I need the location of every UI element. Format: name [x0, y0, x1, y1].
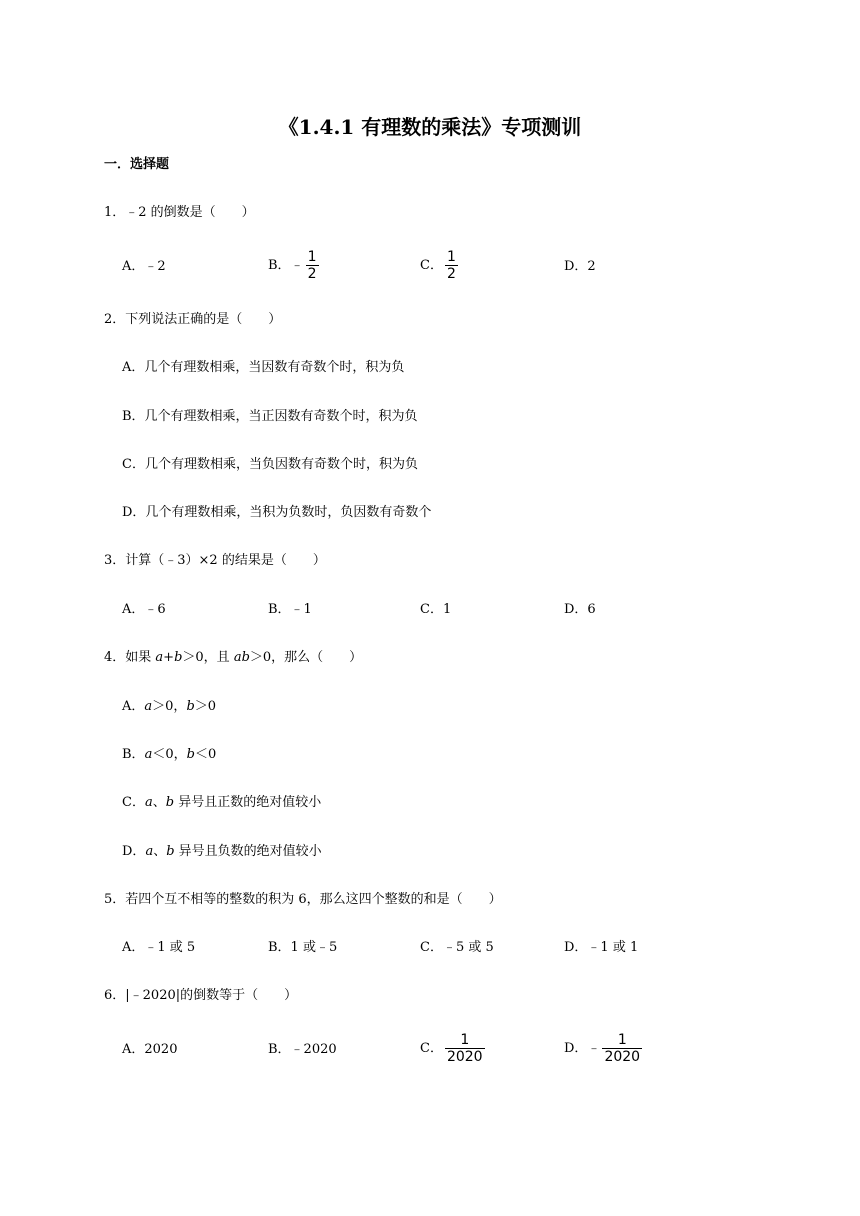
section-heading: 一．选择题	[104, 157, 170, 172]
option-label: C．	[122, 795, 145, 810]
option-text: ＜0	[194, 747, 217, 762]
option-text: 异号且正数的绝对值较小	[174, 795, 322, 810]
fraction-numerator: 1	[446, 249, 456, 265]
option-label: B．	[122, 747, 145, 762]
question-1-stem: 1．﹣2 的倒数是（ ）	[104, 205, 255, 220]
option-text: ＜0，	[152, 747, 187, 762]
q6-option-a: A．2020	[122, 1042, 178, 1057]
variable-b: b	[166, 844, 175, 859]
variable-b: b	[174, 650, 183, 665]
question-4-stem	[104, 648, 362, 668]
separator: 、	[153, 844, 167, 859]
q1-option-d: D．2	[564, 259, 596, 274]
fraction-denominator: 2	[446, 266, 456, 282]
variable-a: a	[144, 795, 153, 810]
q4-option-d	[122, 842, 322, 862]
q4-option-b	[122, 745, 216, 765]
fraction-denominator: 2020	[604, 1049, 641, 1065]
stem-text: 4．如果	[104, 650, 156, 665]
option-text: 异号且负数的绝对值较小	[174, 844, 322, 859]
q5-option-d: D．﹣1 或 1	[564, 940, 639, 955]
fraction-numerator: 1	[307, 249, 317, 265]
option-label: D．	[122, 844, 146, 859]
q1-option-c	[420, 249, 458, 282]
q3-option-d: D．6	[564, 602, 596, 617]
variable-b: b	[165, 795, 175, 810]
fraction-numerator: 1	[617, 1032, 627, 1048]
variable-a: a	[144, 699, 153, 714]
q1-option-b-fraction	[306, 249, 319, 282]
question-6-stem: 6．|﹣2020|的倒数等于（ ）	[104, 988, 298, 1003]
variable-a: a	[145, 844, 154, 859]
separator: 、	[152, 795, 166, 810]
variable-b: b	[186, 747, 195, 762]
option-text: ＞0，	[152, 699, 187, 714]
q4-option-c	[122, 793, 321, 813]
variable-a: a	[155, 650, 164, 665]
q1-option-c-label: C．	[420, 257, 443, 273]
fraction-denominator: 2020	[446, 1049, 483, 1065]
q3-option-b: B．﹣1	[268, 602, 312, 617]
option-text: ＞0	[194, 699, 217, 714]
question-5-stem: 5．若四个互不相等的整数的积为 6，那么这四个整数的和是（ ）	[104, 892, 502, 907]
q2-option-a: A．几个有理数相乘，当因数有奇数个时，积为负	[122, 360, 405, 375]
q6-option-c	[420, 1032, 485, 1065]
q6-option-c-label: C．	[420, 1040, 443, 1056]
q2-option-c: C．几个有理数相乘，当负因数有奇数个时，积为负	[122, 457, 418, 472]
q1-option-c-fraction	[445, 249, 458, 282]
q6-option-c-fraction	[445, 1032, 485, 1065]
q6-option-d-label: D．	[564, 1040, 588, 1056]
q2-option-b: B．几个有理数相乘，当正因数有奇数个时，积为负	[122, 409, 418, 424]
q1-option-b-label: B．	[268, 257, 291, 273]
q1-option-a: A．﹣2	[122, 259, 166, 274]
q6-option-b: B．﹣2020	[268, 1042, 337, 1057]
q6-option-d	[564, 1032, 642, 1065]
q6-option-d-fraction	[602, 1032, 642, 1065]
q5-option-b: B．1 或﹣5	[268, 940, 338, 955]
q1-option-b-sign: ﹣	[290, 257, 304, 273]
q3-option-a: A．﹣6	[122, 602, 166, 617]
q2-option-d: D．几个有理数相乘，当积为负数时，负因数有奇数个	[122, 505, 432, 520]
page-title: 《1.4.1 有理数的乘法》专项测训	[278, 115, 582, 139]
plus-sign: +	[163, 650, 175, 665]
q3-option-c: C．1	[420, 602, 452, 617]
question-2-stem: 2．下列说法正确的是（ ）	[104, 312, 282, 327]
q1-option-b	[268, 249, 319, 282]
stem-text: ＞0，那么（ ）	[249, 650, 363, 665]
q4-option-a	[122, 697, 216, 717]
fraction-denominator: 2	[307, 266, 317, 282]
q6-option-d-sign: ﹣	[587, 1040, 601, 1056]
variable-ab: ab	[233, 650, 250, 665]
question-3-stem: 3．计算（﹣3）×2 的结果是（ ）	[104, 553, 326, 568]
q5-option-c: C．﹣5 或 5	[420, 940, 494, 955]
option-label: A．	[122, 699, 145, 714]
variable-b: b	[186, 699, 195, 714]
stem-text: ＞0，且	[182, 650, 234, 665]
variable-a: a	[144, 747, 153, 762]
q5-option-a: A．﹣1 或 5	[122, 940, 196, 955]
fraction-numerator: 1	[460, 1032, 470, 1048]
